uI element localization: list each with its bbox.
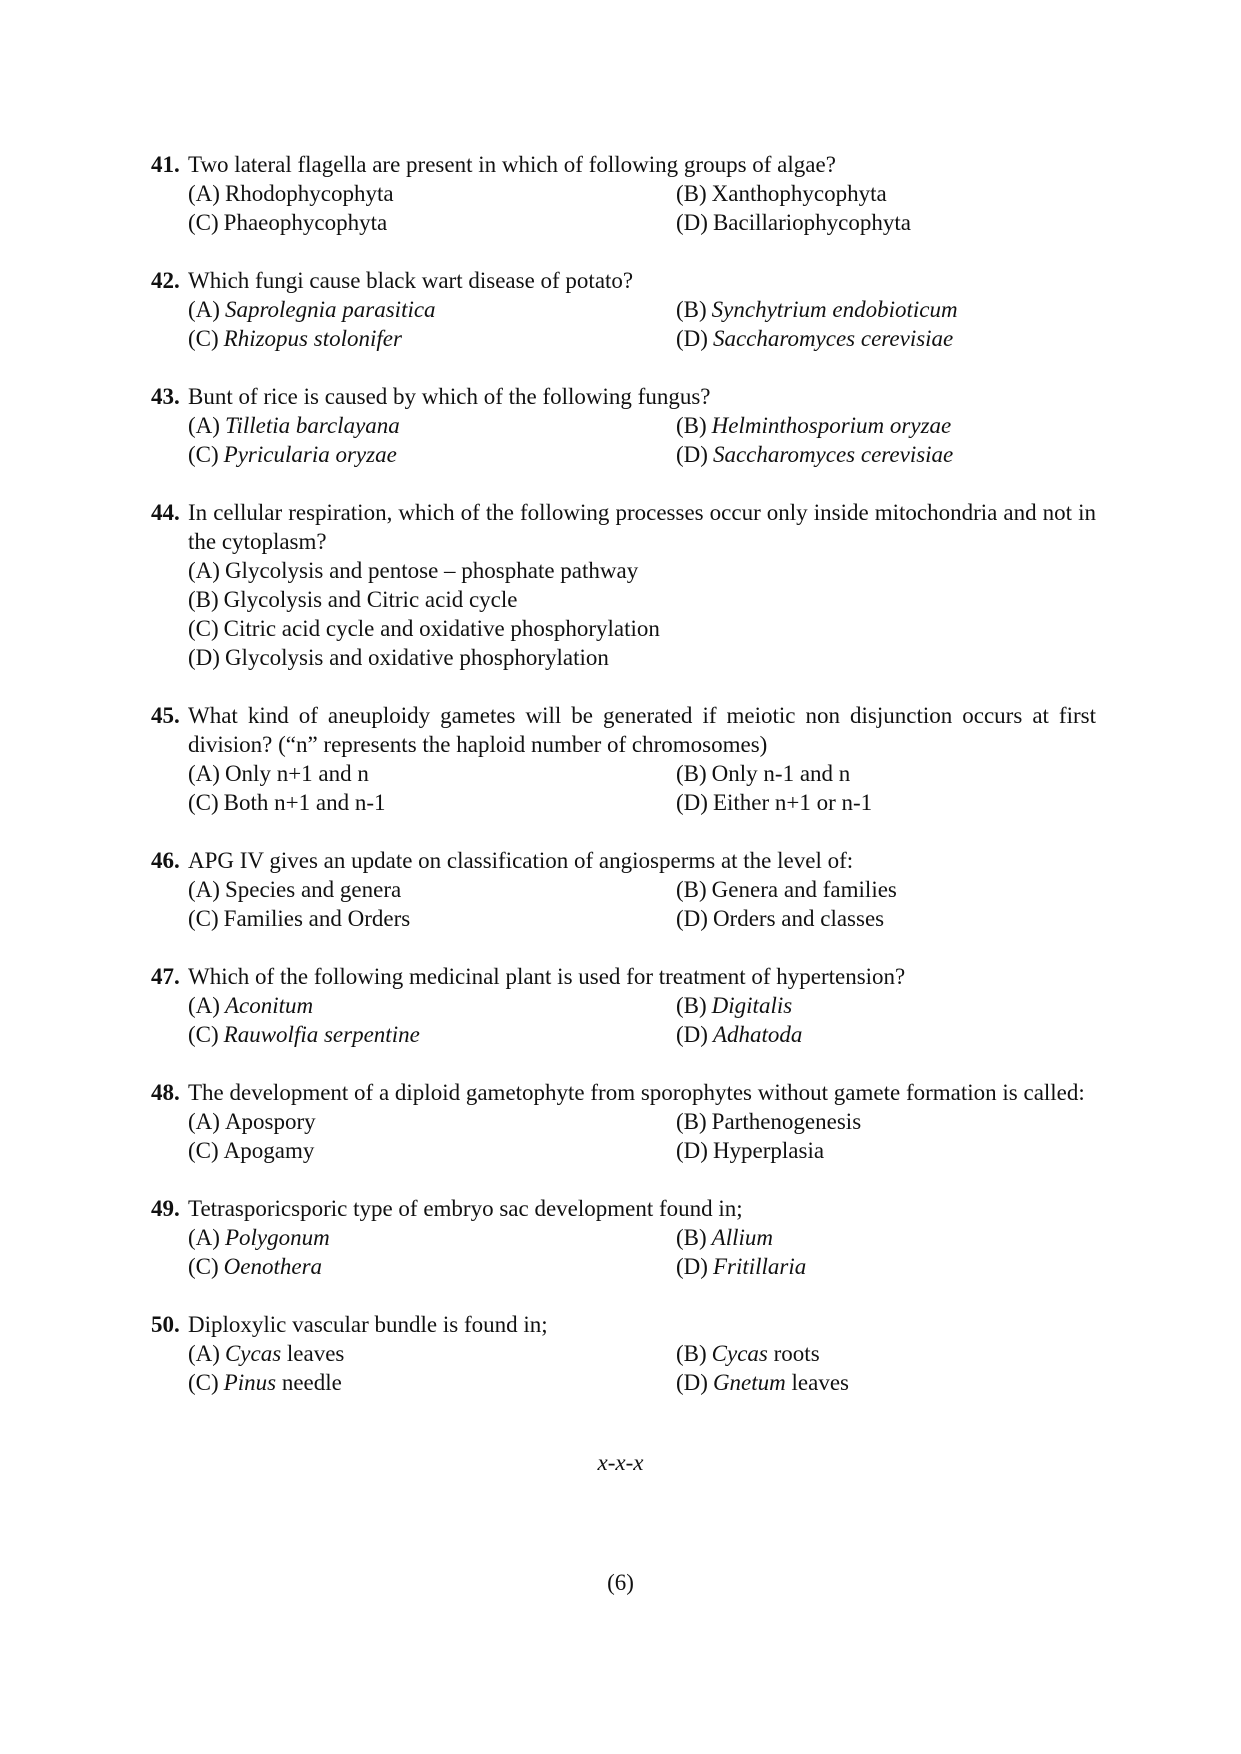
question-45 xyxy=(151,701,1096,817)
option-text: Apospory xyxy=(224,1109,316,1134)
answer-option-b xyxy=(676,1339,1096,1368)
option-letter: (A) xyxy=(188,413,220,438)
answer-option-b xyxy=(676,179,1096,208)
question-text: What kind of aneuploidy gametes will be generated if meiotic non disjunction occurs at first division? (“n” represents the haploid number of chromosomes) xyxy=(188,703,1096,757)
answer-option-d xyxy=(676,1252,1096,1281)
option-letter: (C) xyxy=(188,442,219,467)
question-48 xyxy=(151,1078,1096,1165)
option-text: Phaeophycophyta xyxy=(223,210,388,235)
option-letter: (C) xyxy=(188,1138,219,1163)
option-letter: (B) xyxy=(676,181,707,206)
answer-option-d xyxy=(676,788,1096,817)
question-stem-row xyxy=(151,846,1096,875)
option-letter: (B) xyxy=(676,1109,707,1134)
option-text: Only n+1 and n xyxy=(224,761,369,786)
option-letter: (D) xyxy=(676,326,708,351)
option-text: Xanthophycophyta xyxy=(711,181,887,206)
answer-options xyxy=(188,556,1096,672)
answer-options xyxy=(188,991,1096,1049)
option-text: Orders and classes xyxy=(712,906,885,931)
option-text: Glycolysis and pentose – phosphate pathway xyxy=(224,558,639,583)
option-letter: (D) xyxy=(676,1254,708,1279)
option-text: Parthenogenesis xyxy=(711,1109,862,1134)
question-50 xyxy=(151,1310,1096,1397)
answer-option-a xyxy=(188,759,676,788)
option-text: Aconitum xyxy=(224,993,314,1018)
question-text: In cellular respiration, which of the following processes occur only inside mitochondria and not in the cytoplasm? xyxy=(188,500,1096,554)
question-stem-row xyxy=(151,1194,1096,1223)
option-text: Genera and families xyxy=(711,877,897,902)
answer-options xyxy=(188,759,1096,817)
option-text: Hyperplasia xyxy=(712,1138,825,1163)
answer-option-a xyxy=(188,411,676,440)
option-letter: (B) xyxy=(676,877,707,902)
question-number: 50. xyxy=(151,1312,180,1337)
option-text: Both n+1 and n-1 xyxy=(223,790,386,815)
option-text: Rauwolfia serpentine xyxy=(223,1022,420,1047)
option-letter: (D) xyxy=(188,645,220,670)
option-letter: (B) xyxy=(676,1341,707,1366)
answer-option-b xyxy=(676,411,1096,440)
option-letter: (B) xyxy=(676,297,707,322)
option-letter: (D) xyxy=(676,1022,708,1047)
option-letter: (A) xyxy=(188,181,220,206)
answer-option-c xyxy=(188,1368,676,1397)
question-number: 49. xyxy=(151,1196,180,1221)
answer-option-b xyxy=(676,1223,1096,1252)
option-letter: (A) xyxy=(188,558,220,583)
option-text: Saprolegnia parasitica xyxy=(224,297,436,322)
option-text: Fritillaria xyxy=(712,1254,807,1279)
option-letter: (C) xyxy=(188,1370,219,1395)
option-letter: (B) xyxy=(676,761,707,786)
question-46 xyxy=(151,846,1096,933)
answer-options xyxy=(188,295,1096,353)
option-text: Rhodophycophyta xyxy=(224,181,394,206)
question-number: 42. xyxy=(151,268,180,293)
end-mark: x-x-x xyxy=(597,1450,644,1475)
option-text: Saccharomyces cerevisiae xyxy=(712,326,954,351)
option-letter: (A) xyxy=(188,1109,220,1134)
option-text: Glycolysis and oxidative phosphorylation xyxy=(224,645,609,670)
answer-option-d xyxy=(676,324,1096,353)
answer-option-a xyxy=(188,556,1096,585)
option-letter: (D) xyxy=(676,790,708,815)
option-letter: (A) xyxy=(188,1225,220,1250)
option-letter: (C) xyxy=(188,326,219,351)
option-letter: (C) xyxy=(188,210,219,235)
answer-option-d xyxy=(188,643,1096,672)
question-49 xyxy=(151,1194,1096,1281)
option-letter: (C) xyxy=(188,906,219,931)
answer-options xyxy=(188,1107,1096,1165)
answer-option-a xyxy=(188,179,676,208)
answer-option-c xyxy=(188,788,676,817)
answer-options xyxy=(188,875,1096,933)
option-text: leaves xyxy=(785,1370,849,1395)
option-text: Pyricularia oryzae xyxy=(223,442,397,467)
answer-option-c xyxy=(188,324,676,353)
question-number: 47. xyxy=(151,964,180,989)
question-text: Bunt of rice is caused by which of the following fungus? xyxy=(188,384,711,409)
option-letter: (A) xyxy=(188,993,220,1018)
answer-option-d xyxy=(676,1368,1096,1397)
option-text: Only n-1 and n xyxy=(711,761,851,786)
option-text: Bacillariophycophyta xyxy=(712,210,911,235)
answer-option-a xyxy=(188,1339,676,1368)
answer-option-a xyxy=(188,1223,676,1252)
option-text: leaves xyxy=(281,1341,345,1366)
question-stem-row xyxy=(151,150,1096,179)
question-stem-row xyxy=(151,1310,1096,1339)
option-letter: (A) xyxy=(188,1341,220,1366)
answer-option-c xyxy=(188,1020,676,1049)
option-letter: (C) xyxy=(188,616,219,641)
question-text: Tetrasporicsporic type of embryo sac development found in; xyxy=(188,1196,743,1221)
answer-option-b xyxy=(676,1107,1096,1136)
option-letter: (A) xyxy=(188,877,220,902)
answer-option-c xyxy=(188,614,1096,643)
option-text: Helminthosporium oryzae xyxy=(711,413,952,438)
answer-option-a xyxy=(188,875,676,904)
option-letter: (D) xyxy=(676,442,708,467)
option-text: Cycas xyxy=(224,1341,282,1366)
answer-option-b xyxy=(676,991,1096,1020)
option-letter: (D) xyxy=(676,1138,708,1163)
question-number: 48. xyxy=(151,1080,180,1105)
answer-options xyxy=(188,179,1096,237)
question-stem-row xyxy=(151,701,1096,759)
answer-option-b xyxy=(188,585,1096,614)
question-42 xyxy=(151,266,1096,353)
answer-options xyxy=(188,1339,1096,1397)
question-number: 46. xyxy=(151,848,180,873)
option-letter: (B) xyxy=(676,993,707,1018)
answer-option-b xyxy=(676,759,1096,788)
option-text: Apogamy xyxy=(223,1138,315,1163)
question-number: 45. xyxy=(151,703,180,728)
option-letter: (C) xyxy=(188,1022,219,1047)
question-number: 44. xyxy=(151,500,180,525)
answer-option-d xyxy=(676,1136,1096,1165)
option-text: Oenothera xyxy=(223,1254,323,1279)
answer-option-b xyxy=(676,295,1096,324)
option-text: Pinus xyxy=(223,1370,277,1395)
answer-option-d xyxy=(676,1020,1096,1049)
question-47 xyxy=(151,962,1096,1049)
option-text: Either n+1 or n-1 xyxy=(712,790,873,815)
question-stem-row xyxy=(151,266,1096,295)
option-text: Rhizopus stolonifer xyxy=(223,326,402,351)
option-letter: (B) xyxy=(188,587,219,612)
question-list xyxy=(151,150,1096,1426)
answer-option-c xyxy=(188,208,676,237)
question-text: APG IV gives an update on classification of angiosperms at the level of: xyxy=(188,848,854,873)
option-letter: (D) xyxy=(676,1370,708,1395)
question-text: Which of the following medicinal plant is used for treatment of hypertension? xyxy=(188,964,906,989)
question-43 xyxy=(151,382,1096,469)
answer-options xyxy=(188,1223,1096,1281)
answer-option-d xyxy=(676,208,1096,237)
page-number: (6) xyxy=(607,1570,634,1595)
answer-options xyxy=(188,411,1096,469)
answer-option-a xyxy=(188,295,676,324)
option-text: roots xyxy=(767,1341,820,1366)
option-letter: (B) xyxy=(676,413,707,438)
question-number: 41. xyxy=(151,152,180,177)
answer-option-c xyxy=(188,1252,676,1281)
option-text: Glycolysis and Citric acid cycle xyxy=(223,587,518,612)
option-text: Adhatoda xyxy=(712,1022,803,1047)
question-text: The development of a diploid gametophyte from sporophytes without gamete formation is called: xyxy=(188,1080,1085,1105)
option-letter: (B) xyxy=(676,1225,707,1250)
question-stem-row xyxy=(151,1078,1096,1107)
option-text: Polygonum xyxy=(224,1225,330,1250)
option-text: Allium xyxy=(711,1225,774,1250)
option-text: Digitalis xyxy=(711,993,793,1018)
option-letter: (A) xyxy=(188,297,220,322)
option-letter: (C) xyxy=(188,1254,219,1279)
answer-option-d xyxy=(676,904,1096,933)
option-letter: (C) xyxy=(188,790,219,815)
option-text: Synchytrium endobioticum xyxy=(711,297,958,322)
question-stem-row xyxy=(151,382,1096,411)
answer-option-c xyxy=(188,440,676,469)
question-text: Two lateral flagella are present in which of following groups of algae? xyxy=(188,152,836,177)
question-stem-row xyxy=(151,962,1096,991)
question-number: 43. xyxy=(151,384,180,409)
answer-option-a xyxy=(188,991,676,1020)
question-44 xyxy=(151,498,1096,672)
answer-option-c xyxy=(188,1136,676,1165)
option-text: Cycas xyxy=(711,1341,768,1366)
answer-option-c xyxy=(188,904,676,933)
question-text: Which fungi cause black wart disease of potato? xyxy=(188,268,634,293)
option-text: Citric acid cycle and oxidative phosphorylation xyxy=(223,616,660,641)
answer-option-d xyxy=(676,440,1096,469)
option-letter: (D) xyxy=(676,906,708,931)
answer-option-b xyxy=(676,875,1096,904)
option-text: Saccharomyces cerevisiae xyxy=(712,442,954,467)
answer-option-a xyxy=(188,1107,676,1136)
question-text: Diploxylic vascular bundle is found in; xyxy=(188,1312,548,1337)
option-text: Gnetum xyxy=(712,1370,786,1395)
option-text: Tilletia barclayana xyxy=(224,413,400,438)
option-text: Families and Orders xyxy=(223,906,411,931)
question-41 xyxy=(151,150,1096,237)
question-stem-row xyxy=(151,498,1096,556)
option-letter: (A) xyxy=(188,761,220,786)
option-letter: (D) xyxy=(676,210,708,235)
option-text: needle xyxy=(276,1370,342,1395)
option-text: Species and genera xyxy=(224,877,402,902)
